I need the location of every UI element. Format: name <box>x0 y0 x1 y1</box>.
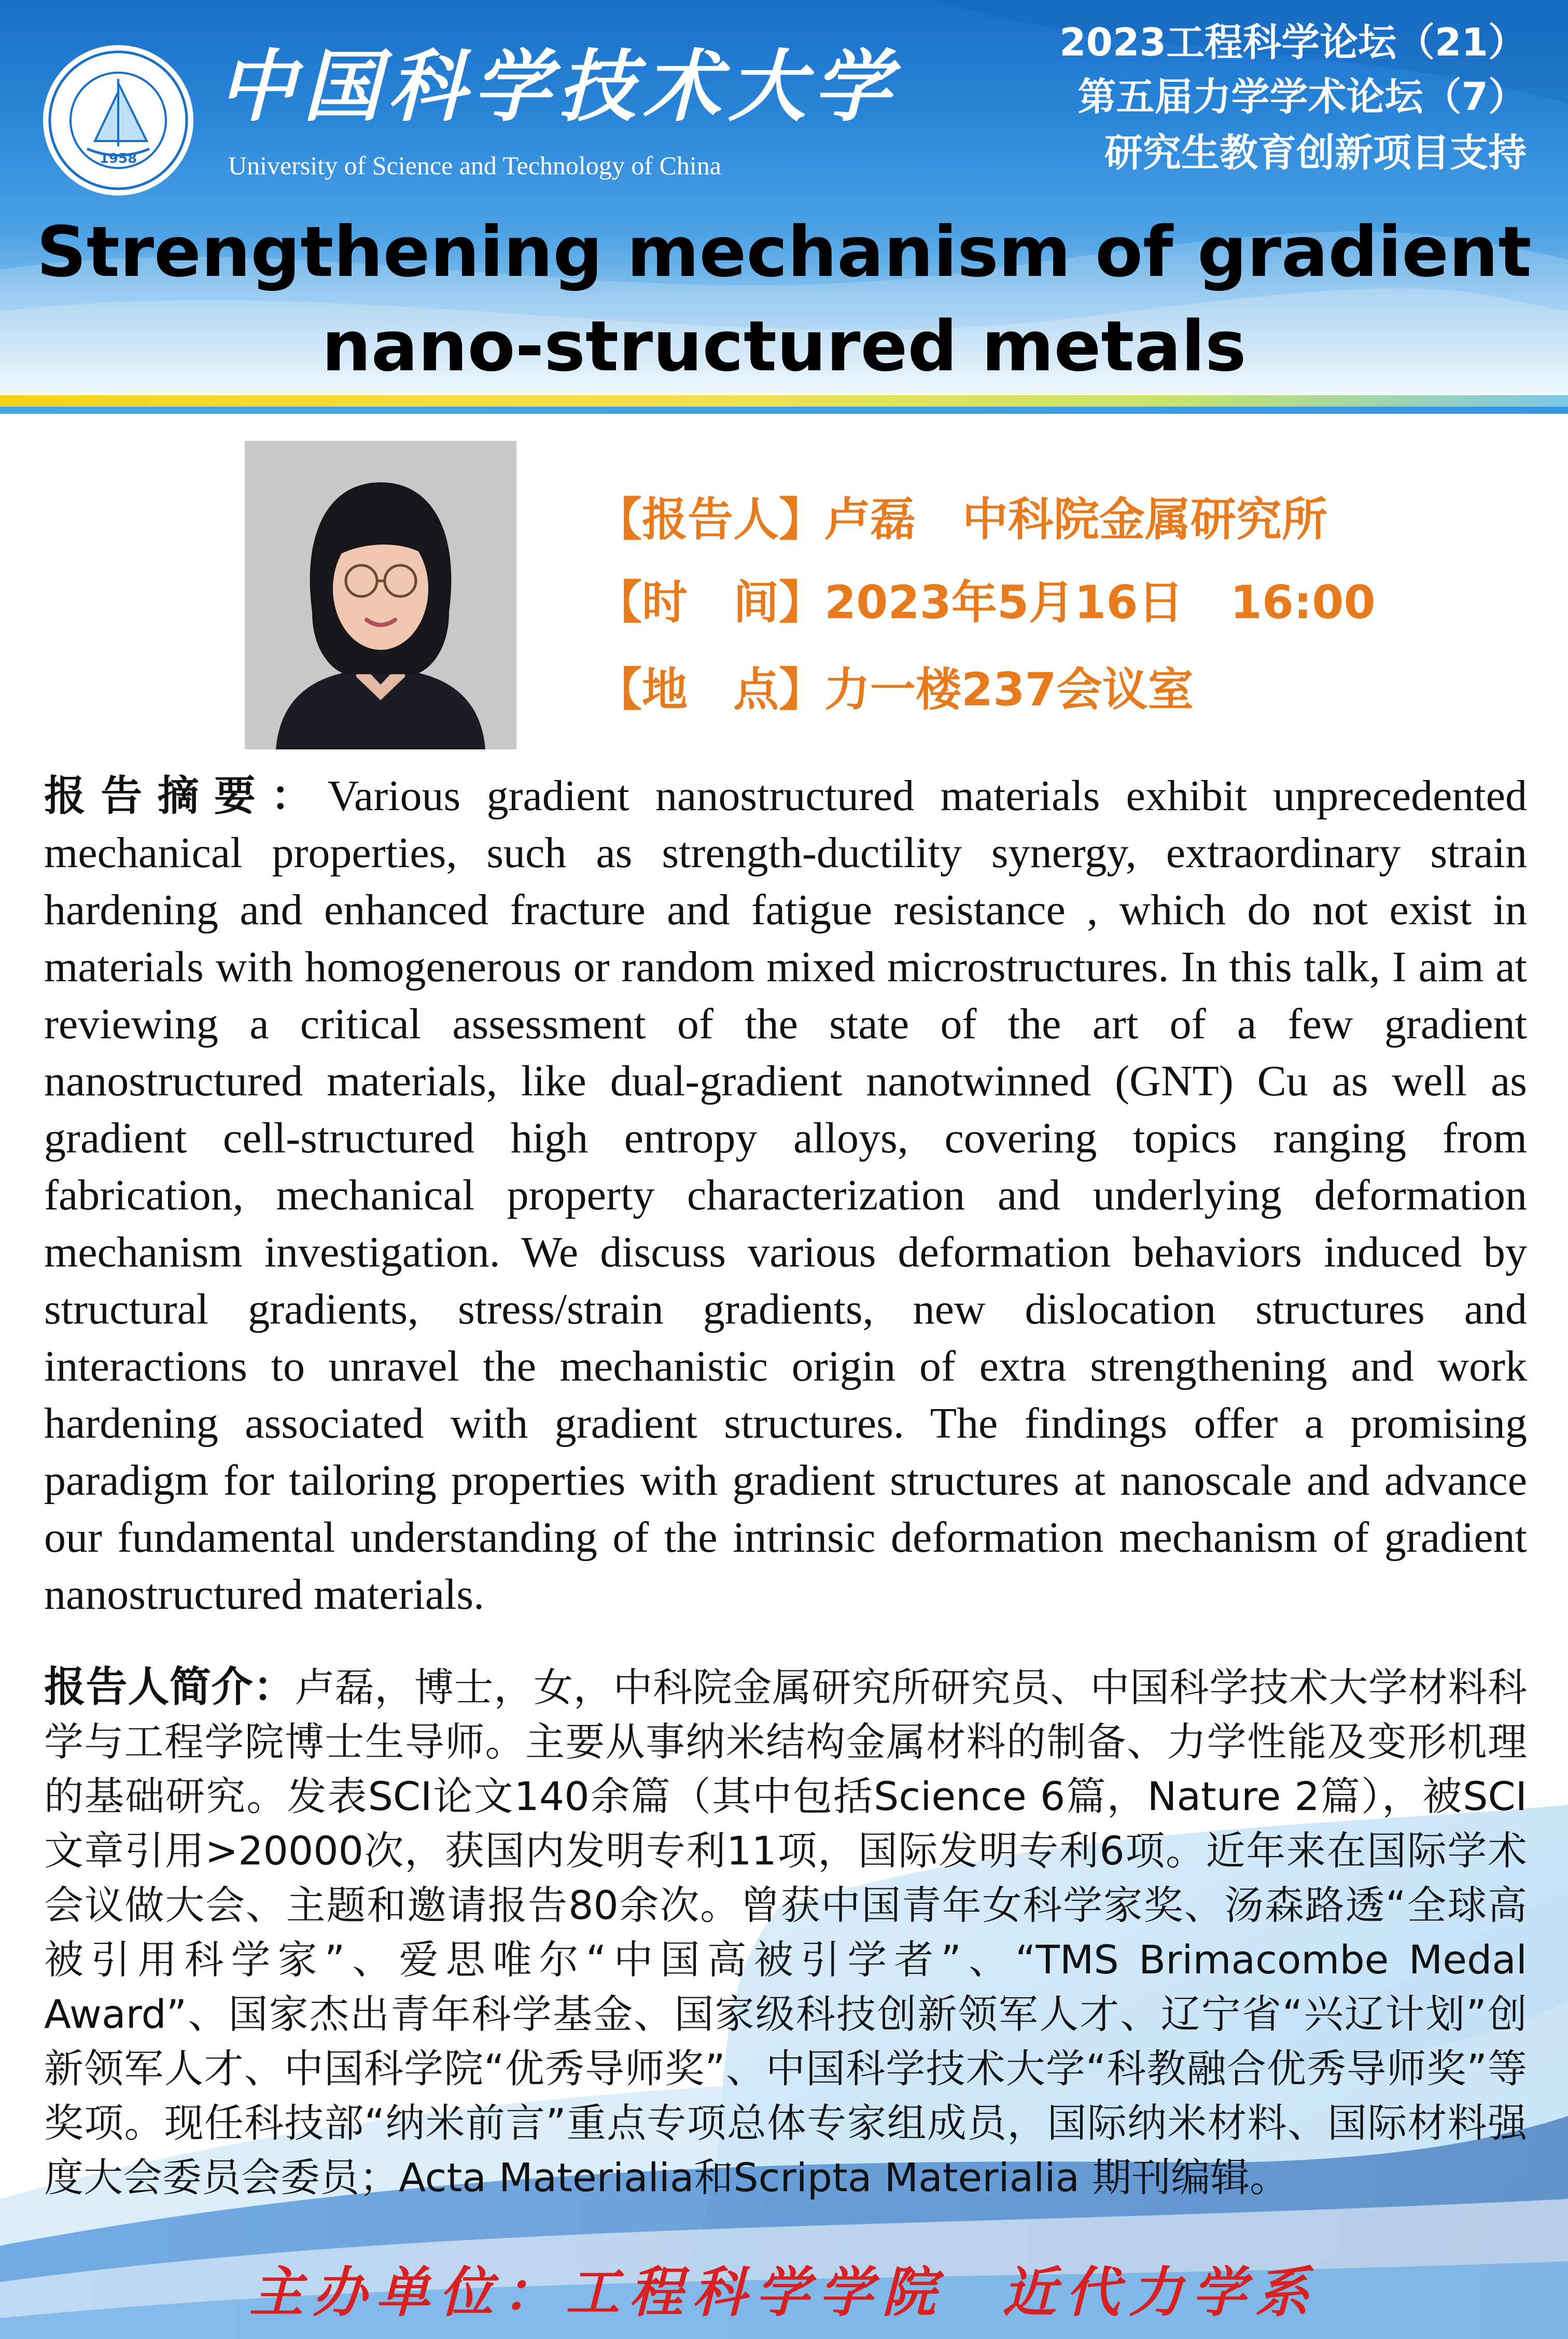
bio-label: 报告人简介 <box>44 1663 254 1711</box>
university-seal-icon <box>40 43 196 198</box>
forum-line-3: 研究生教育创新项目支持 <box>1104 131 1527 175</box>
header-divider-yellow <box>0 395 1568 407</box>
university-name-en: University of Science and Technology of China <box>228 151 721 180</box>
header-divider-blue <box>0 407 1568 414</box>
organizer-line <box>0 2260 1568 2324</box>
forum-line-2: 第五届力学学术论坛（7） <box>1077 75 1527 119</box>
talk-title: Strengthening mechanism of gradient nano-structured metals <box>36 212 1532 387</box>
speaker-label: 【报告人】 <box>596 493 825 546</box>
speaker-name: 卢磊 <box>824 493 916 546</box>
talk-clock: 16:00 <box>1230 576 1376 629</box>
organizer-unit-2: 近代力学系 <box>1002 2260 1319 2324</box>
info-speaker <box>596 493 1328 546</box>
info-time <box>596 576 1376 629</box>
forum-line-1: 2023工程科学论坛（21） <box>1059 20 1527 65</box>
bio-text: 卢磊，博士，女，中科院金属研究所研究员、中国科学技术大学材料科学与工程学院博士生导师。主要从事纳米结构金属材料的制备、力学性能及变形机理的基础研究。发表SCI论文140余篇（其中包括Science 6篇，Nature 2篇），被SCI文章引用>20000次，获国内发明专利11项，国际发明专利6项。近年来在国际学术会议做大会、主题和邀请报告80余次。曾获中国青年女科学家奖、汤森路透“全球高被引用科学家”、爱思唯尔“中国高被引学者”、“TMS Brimacombe Medal Award”、国家杰出青年科学基金、国家级科技创新领军人才、辽宁省“兴辽计划”创新领军人才、中国科学院“优秀导师奖”、中国科学技术大学“科教融合优秀导师奖”等奖项。现任科技部“纳米前言”重点专项总体专家组成员，国际纳米材料、国际材料强度大会委员会委员；Acta Materialia和Scripta Materialia 期刊编辑。 <box>44 1664 1528 2201</box>
info-place <box>596 663 1194 716</box>
speaker-photo <box>245 441 516 749</box>
abstract-label: 报告摘要 <box>44 772 271 820</box>
university-name-cn: 中国科学技术大学 <box>218 41 899 132</box>
talk-place: 力一楼237会议室 <box>824 663 1194 716</box>
organizer-unit-1: 工程科学学院 <box>565 2260 945 2324</box>
place-label: 【地 点】 <box>596 663 825 716</box>
abstract-text: Various gradient nanostructured materials exhibit unprecedented mechanical properties, such as strength-ductility synergy, extraordinary strain hardening and enhanced fracture and fatigue resistance , which do not exist in materials with homogenerous or random mixed microstructures. In this talk, I aim at reviewing a critical assessment of the state of the art of a few gradient nanostructured materials, like dual-gradient nanotwinned (GNT) Cu as well as gradient cell-structured high entropy alloys, covering topics ranging from fabrication, mechanical property characterization and underlying deformation mechanism investigation. We discuss various deformation behaviors induced by structural gradients, stress/strain gradients, new dislocation structures and interactions to unravel the mechanistic origin of extra strengthening and work hardening associated with gradient structures. The findings offer a promising paradigm for tailoring properties with gradient structures at nanoscale and advance our fundamental understanding of the intrinsic deformation mechanism of gradient nanostructured materials. <box>44 772 1528 1619</box>
time-label: 【时 间】 <box>596 576 825 629</box>
talk-date: 2023年5月16日 <box>824 576 1184 629</box>
bio-section: 报告人简介：卢磊，博士，女，中科院金属研究所研究员、中国科学技术大学材料科学与工程学院博士生导师。主要从事纳米结构金属材料的制备、力学性能及变形机理的基础研究。发表SCI论文140余篇（其中包括Science 6篇，Nature 2篇），被SCI文章引用>20000次，获国内发明专利11项，国际发明专利6项。近年来在国际学术会议做大会、主题和邀请报告80余次。曾获中国青年女科学家奖、汤森路透“全球高被引用科学家”、爱思唯尔“中国高被引学者”、“TMS Brimacombe Medal Award”、国家杰出青年科学基金、国家级科技创新领军人才、辽宁省“兴辽计划”创新领军人才、中国科学院“优秀导师奖”、中国科学技术大学“科教融合优秀导师奖”等奖项。现任科技部“纳米前言”重点专项总体专家组成员，国际纳米材料、国际材料强度大会委员会委员；Acta Materialia和Scripta Materialia 期刊编辑。 <box>44 1663 1528 2201</box>
abstract-section: 报告摘要：Various gradient nanostructured materials exhibit unprecedented mechanical properties, such as strength-ductility synergy, extraordinary strain hardening and enhanced fracture and fatigue resistance , which do not exist in materials with homogenerous or random mixed microstructures. In this talk, I aim at reviewing a critical assessment of the state of the art of a few gradient nanostructured materials, like dual-gradient nanotwinned (GNT) Cu as well as gradient cell-structured high entropy alloys, covering topics ranging from fabrication, mechanical property characterization and underlying deformation mechanism investigation. We discuss various deformation behaviors induced by structural gradients, stress/strain gradients, new dislocation structures and interactions to unravel the mechanistic origin of extra strengthening and work hardening associated with gradient structures. The findings offer a promising paradigm for tailoring properties with gradient structures at nanoscale and advance our fundamental understanding of the intrinsic deformation mechanism of gradient nanostructured materials. <box>44 772 1528 1619</box>
seal-year: 1958 <box>99 151 137 166</box>
speaker-affiliation: 中科院金属研究所 <box>962 493 1328 546</box>
organizer-label: 主办单位： <box>249 2260 566 2324</box>
